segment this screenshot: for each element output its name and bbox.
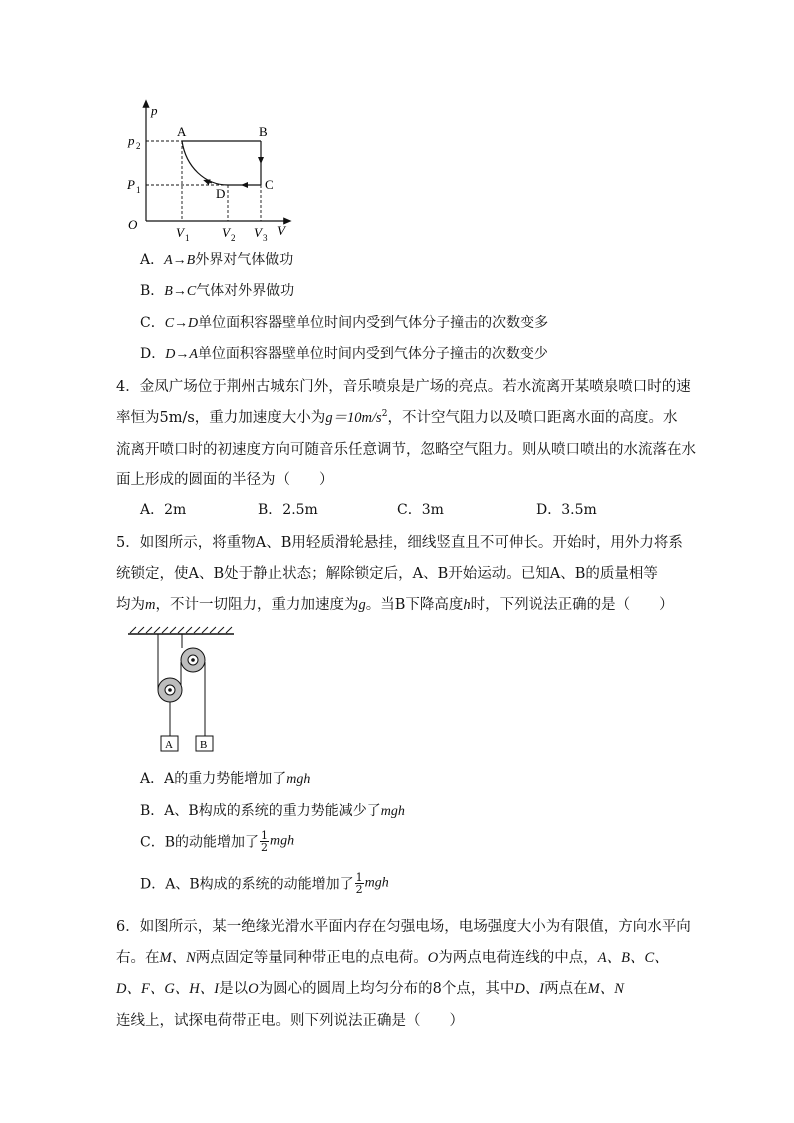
q6-stem-line3: D、F、G、H、I是以O为圆心的圆周上均匀分布的8个点，其中D、I两点在M、N bbox=[116, 981, 624, 997]
q4-option-b[interactable]: B．2.5m bbox=[258, 502, 318, 518]
q3-option-d[interactable]: D．D→A单位面积容器壁单位时间内受到气体分子撞击的次数变少 bbox=[140, 346, 548, 362]
q6-stem-line1: 6．如图所示，某一绝缘光滑水平面内存在匀强电场，电场强度大小为有限值，方向水平向 bbox=[116, 919, 691, 935]
p-axis-label: p bbox=[151, 103, 158, 118]
q4-stem-line2: 率恒为5m/s，重力加速度大小为$g=10m/s^2$，不计空气阻力以及喷口距离水面的高度。水 bbox=[116, 409, 678, 426]
segment-da bbox=[182, 141, 228, 185]
q3-option-c[interactable]: C．C→D单位面积容器壁单位时间内受到气体分子撞击的次数变多 bbox=[140, 315, 549, 331]
weight-b-label: B bbox=[200, 739, 208, 751]
pv-diagram bbox=[120, 95, 300, 245]
svg-text:V: V bbox=[222, 225, 230, 240]
q5-option-a[interactable]: A．A的重力势能增加了mgh bbox=[140, 771, 311, 787]
q5-option-d[interactable]: D．A、B构成的系统的动能增加了 $\frac{1}{2}$ mgh bbox=[140, 871, 389, 896]
q4-stem-line3: 流离开喷口时的初速度方向可随音乐任意调节，忽略空气阻力。则从喷口喷出的水流落在水 bbox=[116, 442, 696, 458]
q3-option-a[interactable]: A．A→B外界对气体做功 bbox=[140, 252, 294, 268]
svg-text:2: 2 bbox=[231, 233, 236, 243]
point-d-label: D bbox=[216, 186, 226, 201]
point-c-label: C bbox=[265, 177, 274, 192]
origin-label: O bbox=[128, 217, 138, 232]
v-axis-label: V bbox=[277, 223, 285, 238]
svg-text:V: V bbox=[176, 225, 184, 240]
q4-option-d[interactable]: D．3.5m bbox=[536, 502, 597, 518]
svg-text:1: 1 bbox=[185, 233, 190, 243]
point-a-label: A bbox=[177, 124, 187, 139]
weight-a-label: A bbox=[165, 739, 173, 751]
q4-option-a[interactable]: A．2m bbox=[140, 502, 187, 518]
point-b-label: B bbox=[259, 124, 268, 139]
svg-text:P: P bbox=[127, 177, 135, 192]
svg-text:2: 2 bbox=[136, 141, 141, 151]
q5-option-c[interactable]: C．B的动能增加了 $\frac{1}{2}$ mgh bbox=[140, 829, 295, 854]
q5-stem-line3: 均为m，不计一切阻力，重力加速度为g。当B下降高度h时，下列说法正确的是（ ） bbox=[116, 597, 674, 613]
q4-option-c[interactable]: C．3m bbox=[397, 502, 444, 518]
q6-stem-line2: 右。在M、N两点固定等量同种带正电的点电荷。O为两点电荷连线的中点，A、B、C、 bbox=[116, 950, 669, 966]
q6-stem-line4: 连线上，试探电荷带正电。则下列说法正确是（ ） bbox=[116, 1013, 464, 1029]
q5-option-b[interactable]: B．A、B构成的系统的重力势能减少了mgh bbox=[140, 803, 405, 819]
q4-stem-line1: 4．金凤广场位于荆州古城东门外，音乐喷泉是广场的亮点。若水流离开某喷泉喷口时的速 bbox=[116, 379, 691, 395]
q4-stem-line4: 面上形成的圆面的半径为（ ） bbox=[116, 472, 334, 488]
svg-text:p: p bbox=[128, 133, 135, 148]
q5-stem-line2: 统锁定，使A、B处于静止状态；解除锁定后，A、B开始运动。已知A、B的质量相等 bbox=[116, 566, 658, 582]
svg-text:3: 3 bbox=[263, 233, 268, 243]
pulley-diagram bbox=[124, 624, 240, 756]
svg-text:1: 1 bbox=[136, 185, 141, 195]
q5-stem-line1: 5．如图所示，将重物A、B用轻质滑轮悬挂，细线竖直且不可伸长。开始时，用外力将系 bbox=[116, 535, 683, 551]
q3-option-b[interactable]: B．B→C气体对外界做功 bbox=[140, 283, 295, 299]
svg-text:V: V bbox=[254, 225, 262, 240]
